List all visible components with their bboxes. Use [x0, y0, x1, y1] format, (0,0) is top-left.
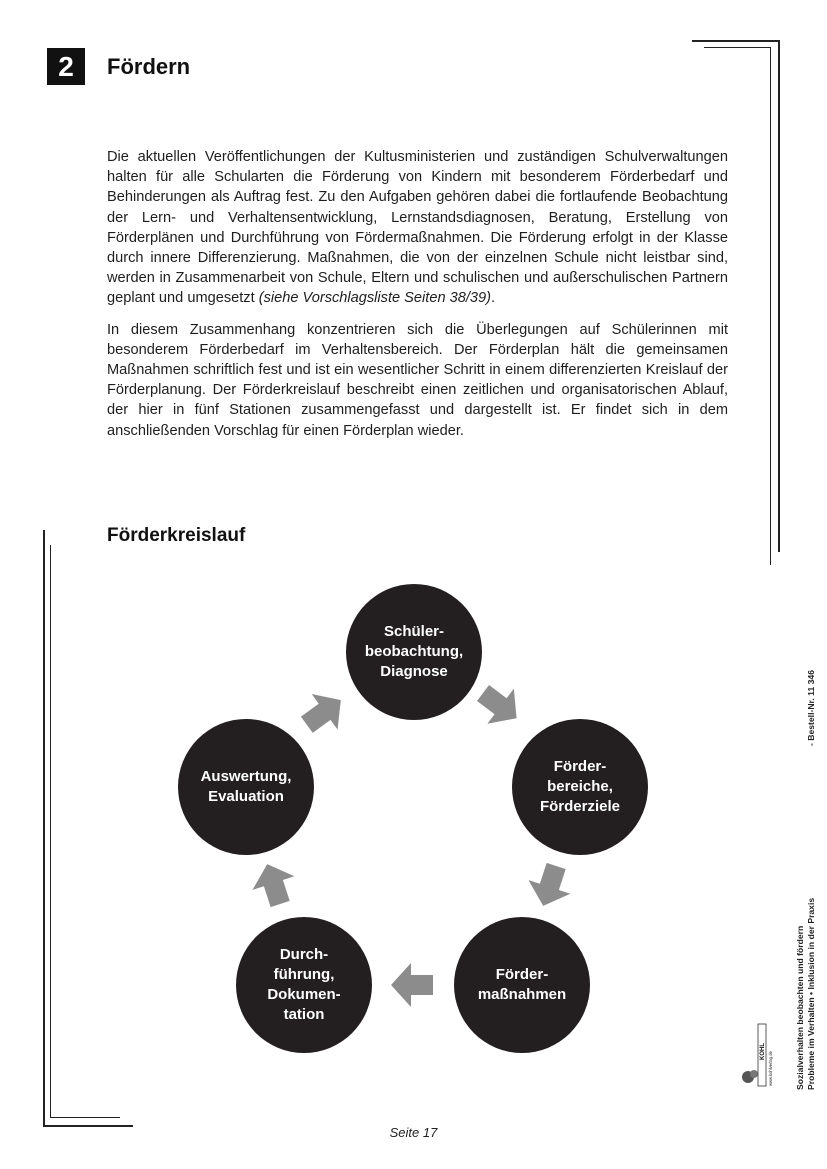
- cycle-arrow-1-icon: [474, 680, 524, 730]
- page-number: Seite 17: [389, 1125, 438, 1140]
- intro-paragraph-1: Die aktuellen Veröffentlichungen der Kultusministerien und zuständigen Schulverwaltungen halten für alle Schularten die Förderung von Kindern mit besonderem Förderbedarf und Behinderungen als Auftrag fest. Zu den Aufgaben gehören dabei die fortlaufende Beobachtung der Lern- und Verhaltensentwicklung, Lernstandsdiagnosen, Beratung, Erstellung von Förderplänen und Durchführung von Fördermaßnahmen. Die Förderung erfolgt in der Klasse durch innere Differenzierung. Maßnahmen, die von der einzelnen Schule nicht leistbar sind, werden in Zusammenarbeit von Schule, Eltern und schulischen und außerschulischen Partnern geplant und umgesetzt (siehe Vorschlagsliste Seiten 38/39).: [107, 149, 728, 307]
- order-number: - Bestell-Nr. 11 346: [806, 670, 816, 746]
- reference-note: (siehe Vorschlagsliste Seiten 38/39): [258, 290, 491, 307]
- publisher-logo-icon: [738, 1020, 778, 1090]
- svg-text:www.kohlverlag.de: www.kohlverlag.de: [768, 1051, 773, 1086]
- cycle-arrow-2-icon: [525, 860, 575, 910]
- chapter-number-badge: 2: [47, 48, 85, 85]
- cycle-station-implementation: Durch- führung, Dokumen- tation: [236, 917, 372, 1053]
- cycle-station-measures: Förder- maßnahmen: [454, 917, 590, 1053]
- publication-title: Probleme im Verhalten • Inklusion in der Praxis: [806, 897, 816, 1090]
- svg-text:KOHL: KOHL: [760, 1043, 766, 1060]
- publication-info: [795, 670, 827, 1090]
- intro-paragraph-2: In diesem Zusammenhang konzentrieren sich die Überlegungen auf Schülerinnen mit besonderem Förderbedarf im Verhaltensbereich. Der Förderplan hält die gemeinsamen Maßnahmen schriftlich fest und ist ein wesentlicher Schritt in einem differenzierten Kreislauf der Förderplanung. Der Förderkreislauf beschreibt einen zeitlichen und organisatorischen Ablauf, der hier in fünf Stationen zusammengefasst und dargestellt ist. Er findet sich in dem anschließenden Vorschlag für einen Förderplan wieder.: [107, 321, 728, 439]
- cycle-station-evaluation: Auswertung, Evaluation: [178, 719, 314, 855]
- cycle-arrow-3-icon: [388, 960, 438, 1010]
- publication-series: Sozialverhalten beobachten und fördern: [795, 925, 805, 1090]
- cycle-station-goals: Förder- bereiche, Förderziele: [512, 719, 648, 855]
- cycle-arrow-5-icon: [298, 688, 348, 738]
- cycle-arrow-4-icon: [249, 860, 299, 910]
- cycle-title: Förderkreislauf: [107, 525, 246, 546]
- cycle-station-observation: Schüler- beobachtung, Diagnose: [346, 584, 482, 720]
- chapter-title: Fördern: [107, 54, 191, 79]
